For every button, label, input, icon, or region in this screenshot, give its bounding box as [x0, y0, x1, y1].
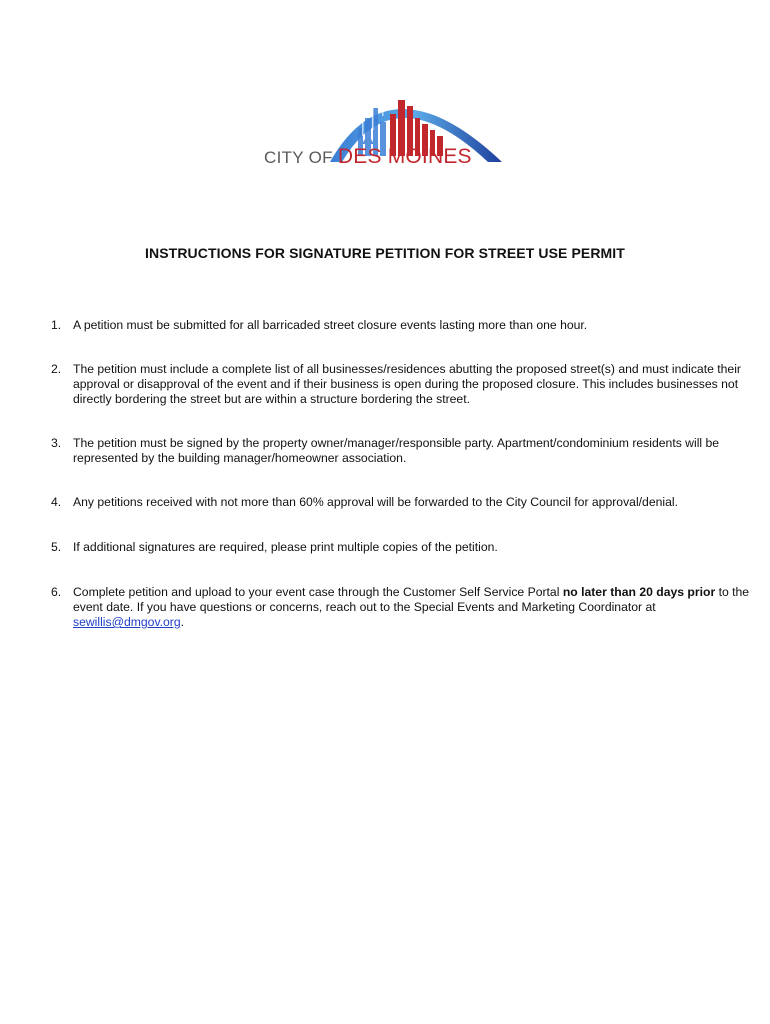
item-number: 1. — [51, 318, 62, 332]
instruction-item-5 — [51, 540, 751, 555]
city-logo — [262, 78, 512, 170]
item-number: 6. — [51, 585, 62, 599]
instruction-item-4 — [51, 495, 751, 510]
deadline-emphasis: no later than 20 days prior — [562, 585, 716, 599]
coordinator-email-link[interactable]: sewillis@dmgov.org — [73, 615, 181, 629]
item-text-part: . — [180, 615, 185, 629]
instruction-item-2 — [51, 362, 751, 407]
item-text-part: to the event date. If you have questions or concerns, reach out to the Special Events and Marketing Coordinator at — [73, 585, 750, 614]
item-number: 5. — [51, 540, 62, 554]
item-text: If additional signatures are required, please print multiple copies of the petition. — [73, 540, 498, 554]
logo-wordmark — [264, 146, 472, 170]
logo-des-moines-text: DES MOINES — [337, 145, 472, 168]
logo-city-of-text: CITY OF — [264, 148, 338, 167]
item-number: 4. — [51, 495, 62, 509]
instruction-item-1 — [51, 318, 751, 333]
document-title: INSTRUCTIONS FOR SIGNATURE PETITION FOR STREET USE PERMIT — [145, 245, 625, 261]
item-text: A petition must be submitted for all barricaded street closure events lasting more than one hour. — [73, 318, 588, 332]
item-text: Any petitions received with not more than 60% approval will be forwarded to the City Council for approval/denial. — [73, 495, 678, 509]
item-number: 3. — [51, 436, 62, 450]
instruction-item-6 — [51, 585, 751, 630]
item-text-part: Complete petition and upload to your event case through the Customer Self Service Portal — [73, 585, 563, 599]
item-number: 2. — [51, 362, 62, 376]
item-text — [73, 585, 751, 630]
item-text: The petition must be signed by the property owner/manager/responsible party. Apartment/condominium residents will be represented by the building manager/homeowner association. — [73, 436, 720, 465]
item-text: The petition must include a complete list of all businesses/residences abutting the proposed street(s) and must indicate their approval or disapproval of the event and if their business is open during the proposed closure. This includes businesses not directly bordering the street but are within a structure bordering the street. — [73, 362, 741, 406]
instruction-item-3 — [51, 436, 751, 466]
